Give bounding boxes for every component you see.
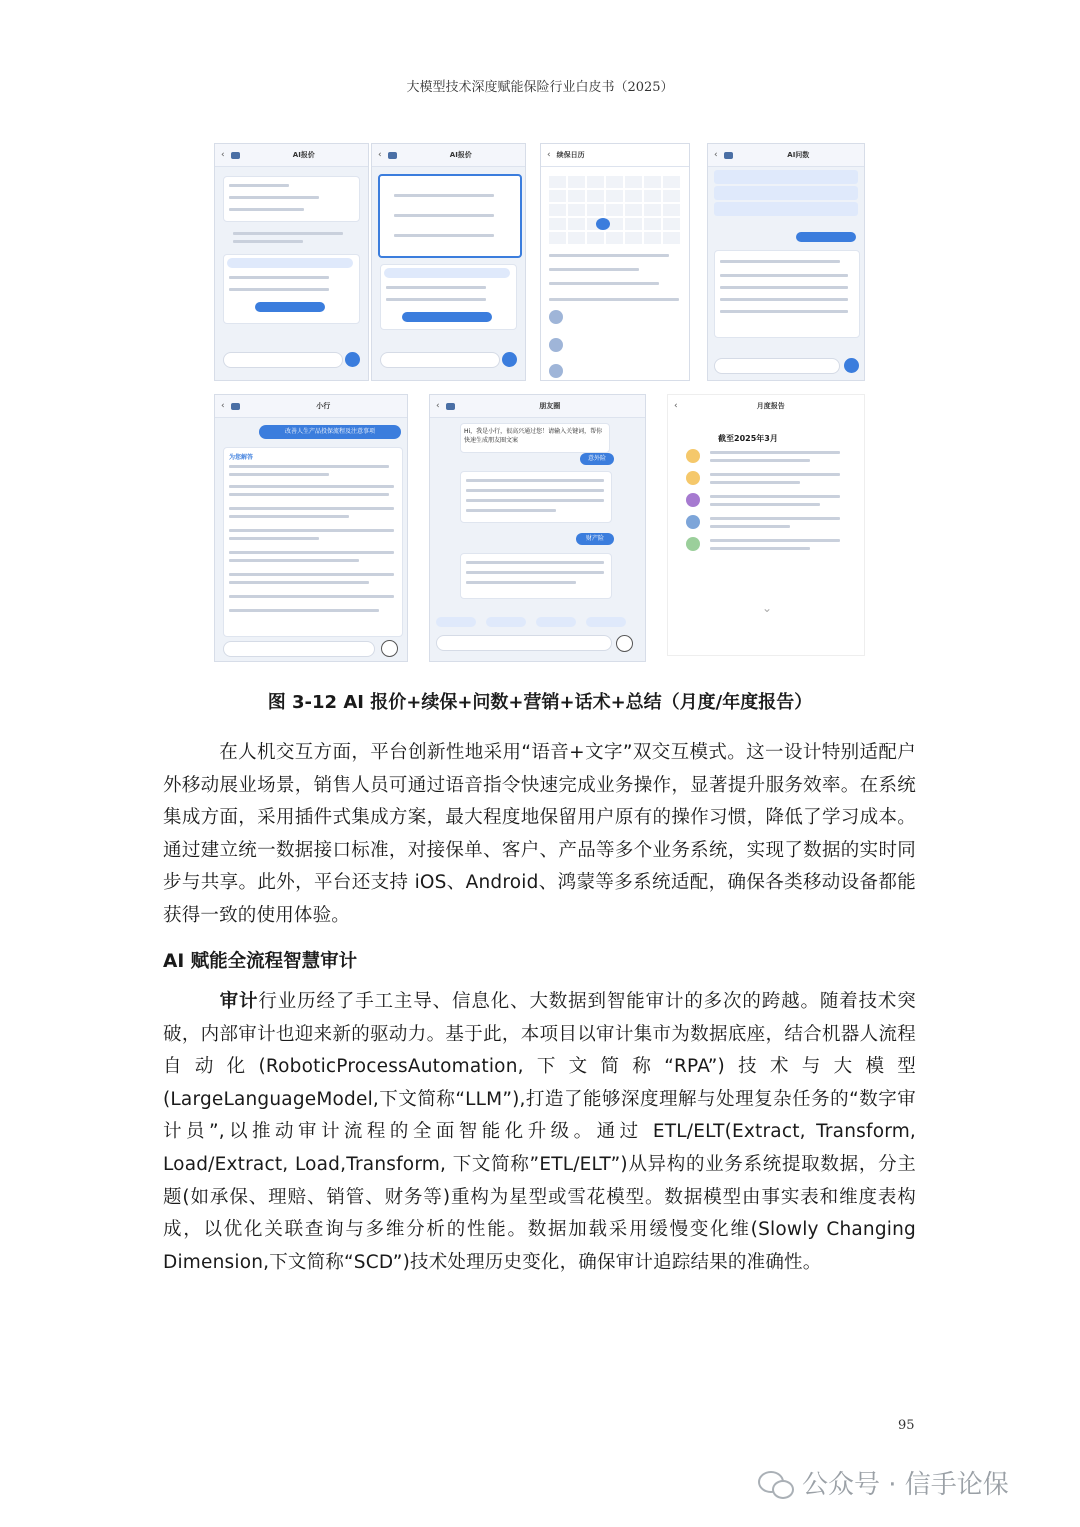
paragraph-2-lead: 审计 — [219, 991, 259, 1012]
screen-title: 月度报告 — [756, 402, 785, 410]
screenshot-monthly-report — [667, 394, 865, 656]
watermark — [758, 1464, 1009, 1501]
section-heading: AI 赋能全流程智慧审计 — [163, 951, 358, 972]
greeting-bubble: Hi，我是小行，很高兴通过您！请输入关键词，帮你快速生成朋友圈文案 — [460, 423, 610, 453]
screen-title: AI报价 — [292, 151, 315, 159]
screenshot-xiaohang — [214, 394, 408, 662]
screen-title: 续保日历 — [556, 151, 585, 159]
tag-bubble: 意外险 — [580, 453, 614, 465]
chevron-down-icon: ⌄ — [762, 601, 773, 615]
page-number: 95 — [898, 1418, 915, 1433]
paragraph-1 — [163, 737, 916, 933]
tag-bubble: 财产险 — [576, 533, 614, 545]
screen-title: 朋友圈 — [539, 402, 561, 410]
robot-icon — [446, 403, 455, 410]
screenshot-ai-query — [707, 143, 865, 381]
paragraph-2-text: 行业历经了手工主导、信息化、大数据到智能审计的多次的跨越。随着技术突破，内部审计也迎来新的驱动力。基于此，本项目以审计集市为数据底座，结合机器人流程自动化(RoboticProcessAutomation,下文简称“RPA”)技术与大模型(LargeLanguageModel,下文简称“LLM”),打造了能够深度理解与处理复杂任务的“数字审计员”,以推动审计流程的全面智能化升级。通过 ETL/ELT(Extract, Transform, Load/Extract, Load,Transform, 下文简称”ETL/ELT”)从异构的业务系统提取数据，分主题(如承保、理赔、销管、财务等)重构为星型或雪花模型。数据模型由事实表和维度表构成，以优化关联查询与多维分析的性能。数据加载采用缓慢变化维(Slowly Changing Dimension,下文简称“SCD”)技术处理历史变化，确保审计追踪结果的准确性。 — [163, 991, 916, 1273]
robot-icon — [388, 152, 397, 159]
wechat-icon — [758, 1469, 794, 1497]
back-icon: ‹ — [674, 401, 678, 411]
paragraph-1-text: 在人机交互方面，平台创新性地采用“语音+文字”双交互模式。这一设计特别适配户外移动展业场景，销售人员可通过语音指令快速完成业务操作，显著提升服务效率。在系统集成方面，采用插件式集成方案，最大程度地保留用户原有的操作习惯，降低了学习成本。通过建立统一数据接口标准，对接保单、客户、产品等多个业务系统，实现了数据的实时同步与共享。此外，平台还支持 iOS、Android、鸿蒙等多系统适配，确保各类移动设备都能获得一致的使用体验。 — [163, 742, 916, 926]
screenshot-ai-quote-1 — [214, 143, 369, 381]
robot-icon — [231, 403, 240, 410]
running-header: 大模型技术深度赋能保险行业白皮书（2025） — [406, 80, 674, 95]
screen-title: 小行 — [316, 402, 331, 410]
screen-title: AI问数 — [787, 151, 810, 159]
paragraph-2 — [163, 986, 916, 1279]
robot-icon — [724, 152, 733, 159]
back-icon: ‹ — [547, 150, 551, 160]
screenshot-renewal-calendar — [540, 143, 690, 381]
back-icon: ‹ — [378, 150, 382, 160]
question-bubble: 改善人生产品投保流程及注意事项 — [259, 425, 401, 439]
figure-caption: 图 3-12 AI 报价+续保+问数+营销+话术+总结（月度/年度报告） — [267, 692, 813, 713]
screen-title: AI报价 — [449, 151, 472, 159]
back-icon: ‹ — [221, 150, 225, 160]
report-subtitle: 截至2025年3月 — [718, 434, 778, 443]
back-icon: ‹ — [714, 150, 718, 160]
screenshot-ai-quote-2 — [371, 143, 526, 381]
back-icon: ‹ — [436, 401, 440, 411]
screenshot-moments — [429, 394, 646, 662]
answer-heading: 为您解答 — [229, 454, 254, 461]
robot-icon — [231, 152, 240, 159]
back-icon: ‹ — [221, 401, 225, 411]
watermark-text: 公众号 · 信手论保 — [802, 1470, 1009, 1500]
